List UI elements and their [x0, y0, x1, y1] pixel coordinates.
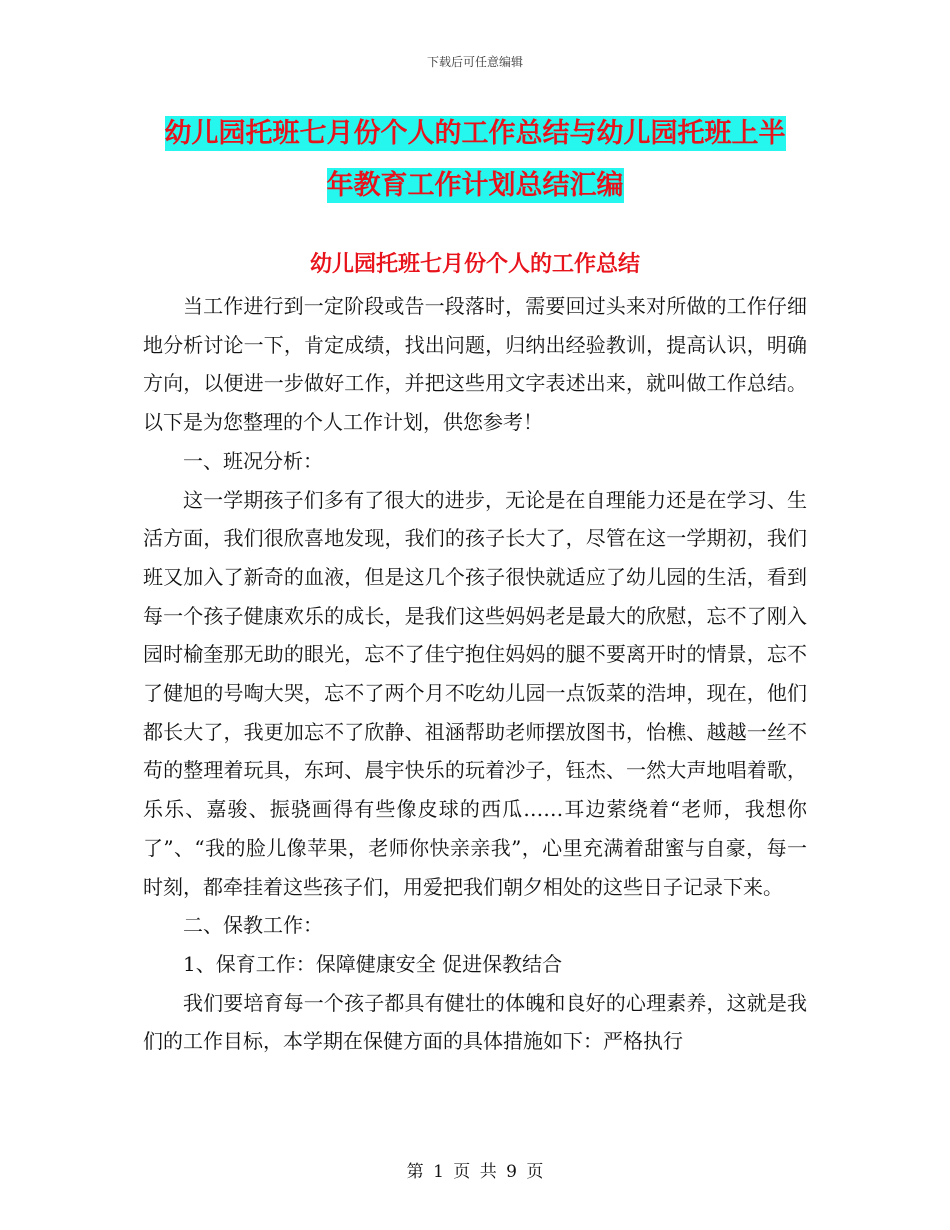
paragraph-care-work: 我们要培育每一个孩子都具有健壮的体魄和良好的心理素养，这就是我们的工作目标，本学期在保健方面的具体措施如下：严格执行	[143, 990, 807, 1054]
section-title: 幼儿园托班七月份个人的工作总结	[309, 252, 640, 277]
paragraph-intro: 当工作进行到一定阶段或告一段落时，需要回过头来对所做的工作仔细地分析讨论一下，肯定成绩，找出问题，归纳出经验教训，提高认识，明确方向，以便进一步做好工作，并把这些用文字表述出来，就叫做工作总结。以下是为您整理的个人工作计划，供您参考！	[143, 294, 807, 435]
heading-care-education: 二、保教工作：	[183, 913, 323, 938]
document-body	[143, 287, 807, 1061]
heading-class-analysis: 一、班况分析：	[183, 448, 323, 473]
document-title	[0, 108, 950, 212]
page-header: 下载后可任意编辑	[426, 55, 523, 69]
title-line-2: 年教育工作计划总结汇编	[326, 170, 624, 201]
page-footer: 第 1 页 共 9 页	[406, 1162, 544, 1182]
title-line-1: 幼儿园托班七月份个人的工作总结与幼儿园托班上半	[164, 118, 786, 149]
subheading-care-work: 1、保育工作：保障健康安全 促进保教结合	[183, 951, 563, 976]
paragraph-class-analysis: 这一学期孩子们多有了很大的进步，无论是在自理能力还是在学习、生活方面，我们很欣喜地发现，我们的孩子长大了，尽管在这一学期初，我们班又加入了新奇的血液，但是这几个孩子很快就适应了幼儿园的生活，看到每一个孩子健康欢乐的成长，是我们这些妈妈老是最大的欣慰，忘不了刚入园时榆奎那无助的眼光，忘不了佳宁抱住妈妈的腿不要离开时的情景，忘不了健旭的号啕大哭，忘不了两个月不吃幼儿园一点饭菜的浩坤，现在，他们都长大了，我更加忘不了欣静、祖涵帮助老师摆放图书，怡樵、越越一丝不苟的整理着玩具，东珂、晨宇快乐的玩着沙子，钰杰、一然大声地唱着歌，乐乐、嘉骏、振骁画得有些像皮球的西瓜……耳边萦绕着“老师，我想你了”、“我的脸儿像苹果，老师你快亲亲我”，心里充满着甜蜜与自豪，每一时刻，都牵挂着这些孩子们，用爱把我们朝夕相处的这些日子记录下来。	[143, 487, 807, 899]
